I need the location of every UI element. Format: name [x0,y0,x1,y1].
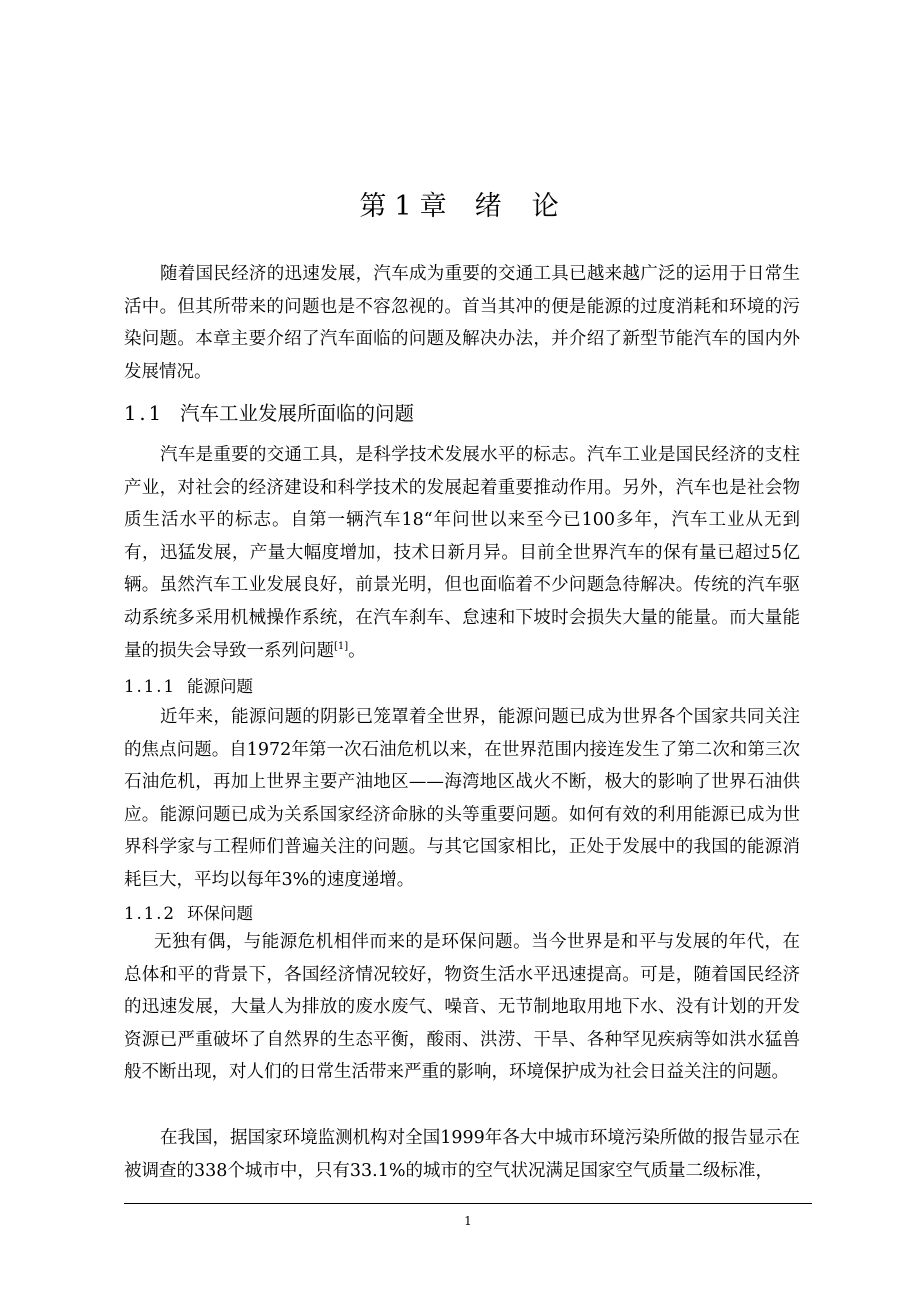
section-1-1-2-paragraph-2: 在我国，据国家环境监测机构对全国1999年各大中城市环境污染所做的报告显示在被调查的338个城市中，只有33.1%的城市的空气状况满足国家空气质量二级标准， [124,1128,800,1181]
chapter-title-prefix: 第 [359,191,389,222]
footer-divider [124,1203,812,1204]
chapter-title-word1: 绪 [474,191,504,222]
section-1-1-paragraph [124,439,800,667]
chapter-title-suffix: 章 [419,191,449,222]
section-1-1-text-end: 。 [348,640,366,661]
subsection-number: 1.1.2 [124,904,176,923]
section-1-1-text: 汽车是重要的交通工具，是科学技术发展水平的标志。汽车工业是国民经济的支柱产业，对社会的经济建设和科学技术的发展起着重要推动作用。另外，汽车也是社会物质生活水平的标志。自第一辆汽车18“年问世以来至今已100多年，汽车工业从无到有，迅猛发展，产量大幅度增加，技术日新月异。目前全世界汽车的保有量已超过5亿辆。虽然汽车工业发展良好，前景光明，但也面临着不少问题急待解决。传统的汽车驱动系统多采用机械操作系统，在汽车刹车、怠速和下坡时会损失大量的能量。而大量能量的损失会导致一系列问题 [124,445,800,661]
section-number: 1.1 [124,402,165,425]
section-heading-1-1-2 [124,900,253,924]
subsection-title: 能源问题 [187,677,253,696]
section-title: 汽车工业发展所面临的问题 [180,402,415,425]
section-heading-1-1 [124,398,414,426]
intro-paragraph: 随着国民经济的迅速发展，汽车成为重要的交通工具已越来越广泛的运用于日常生活中。但其所带来的问题也是不容忽视的。首当其冲的便是能源的过度消耗和环境的污染问题。本章主要介绍了汽车面临的问题及解决办法，并介绍了新型节能汽车的国内外发展情况。 [124,264,800,382]
chapter-title-word2: 论 [531,191,561,222]
chapter-number: 1 [394,191,414,222]
citation-ref: [1] [334,640,349,652]
page-number: 1 [464,1214,472,1228]
section-1-1-2-paragraph: 无独有偶，与能源危机相伴而来的是环保问题。当今世界是和平与发展的年代，在总体和平的背景下，各国经济情况较好，物资生活水平迅速提高。可是，随着国民经济的迅速发展，大量人为排放的废水废气、噪音、无节制地取用地下水、没有计划的开发资源已严重破坏了自然界的生态平衡，酸雨、洪涝、干旱、各种罕见疾病等如洪水猛兽般不断出现，对人们的日常生活带来严重的影响，环境保护成为社会日益关注的问题。 [124,932,800,1083]
subsection-title: 环保问题 [187,904,253,923]
subsection-number: 1.1.1 [124,677,176,696]
section-heading-1-1-1 [124,673,253,697]
chapter-title [0,184,920,223]
section-1-1-1-paragraph: 近年来，能源问题的阴影已笼罩着全世界，能源问题已成为世界各个国家共同关注的焦点问题。自1972年第一次石油危机以来，在世界范围内接连发生了第二次和第三次石油危机，再加上世界主要产油地区——海湾地区战火不断，极大的影响了世界石油供应。能源问题已成为关系国家经济命脉的头等重要问题。如何有效的利用能源已成为世界科学家与工程师们普遍关注的问题。与其它国家相比，正处于发展中的我国的能源消耗巨大，平均以每年3%的速度递增。 [124,707,800,890]
